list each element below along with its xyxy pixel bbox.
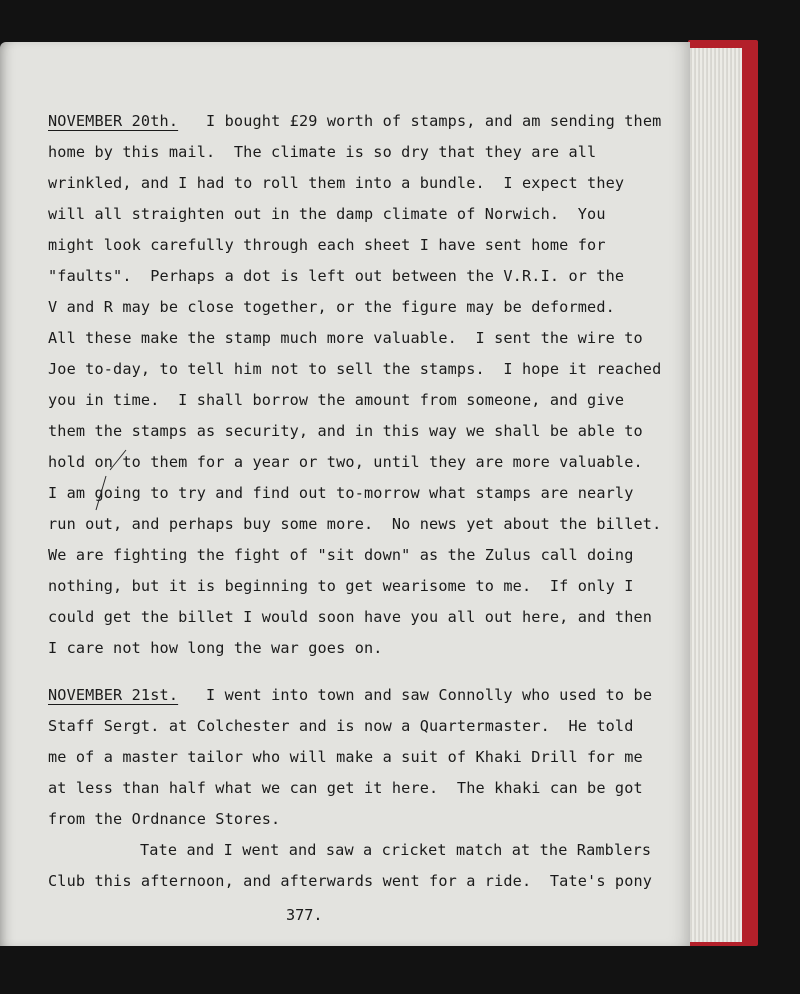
text-line: NOVEMBER 21st. I went into town and saw Connolly who used to be (48, 686, 653, 704)
text-line: We are fighting the fight of "sit down" as the Zulus call doing (48, 546, 634, 564)
text-line: NOVEMBER 20th. I bought £29 worth of stamps, and am sending them (48, 112, 662, 130)
entry-gap (48, 664, 688, 680)
text-line: All these make the stamp much more valuable. I sent the wire to (48, 329, 643, 347)
pen-mark (92, 448, 132, 518)
text-line: you in time. I shall borrow the amount from someone, and give (48, 391, 625, 409)
page-number: 377. (286, 906, 323, 924)
typed-text (48, 106, 688, 897)
text-line: might look carefully through each sheet I have sent home for (48, 236, 606, 254)
text-line: wrinkled, and I had to roll them into a bundle. I expect they (48, 174, 625, 192)
text-line: Staff Sergt. at Colchester and is now a Quartermaster. He told (48, 717, 634, 735)
text-line: could get the billet I would soon have you all out here, and then (48, 608, 653, 626)
page-edges (684, 48, 742, 942)
text-line: I am going to try and find out to-morrow what stamps are nearly (48, 484, 634, 502)
text-line: at less than half what we can get it here. The khaki can be got (48, 779, 643, 797)
text-line: "faults". Perhaps a dot is left out between the V.R.I. or the (48, 267, 625, 285)
text-line: Club this afternoon, and afterwards went for a ride. Tate's pony (48, 872, 653, 890)
text-line: I care not how long the war goes on. (48, 639, 383, 657)
text-line: from the Ordnance Stores. (48, 810, 281, 828)
text-line: will all straighten out in the damp climate of Norwich. You (48, 205, 606, 223)
text-line: home by this mail. The climate is so dry that they are all (48, 143, 597, 161)
text-line: run out, and perhaps buy some more. No news yet about the billet. (48, 515, 662, 533)
text-line: me of a master tailor who will make a suit of Khaki Drill for me (48, 748, 643, 766)
text-line: Tate and I went and saw a cricket match at the Ramblers (140, 841, 652, 859)
text-line: V and R may be close together, or the figure may be deformed. (48, 298, 615, 316)
entry-heading: NOVEMBER 20th. (48, 112, 179, 130)
text-line: hold on to them for a year or two, until they are more valuable. (48, 453, 643, 471)
text-line: nothing, but it is beginning to get wearisome to me. If only I (48, 577, 634, 595)
entry-heading: NOVEMBER 21st. (48, 686, 179, 704)
text-line: them the stamps as security, and in this way we shall be able to (48, 422, 643, 440)
text-line: Joe to-day, to tell him not to sell the stamps. I hope it reached (48, 360, 662, 378)
